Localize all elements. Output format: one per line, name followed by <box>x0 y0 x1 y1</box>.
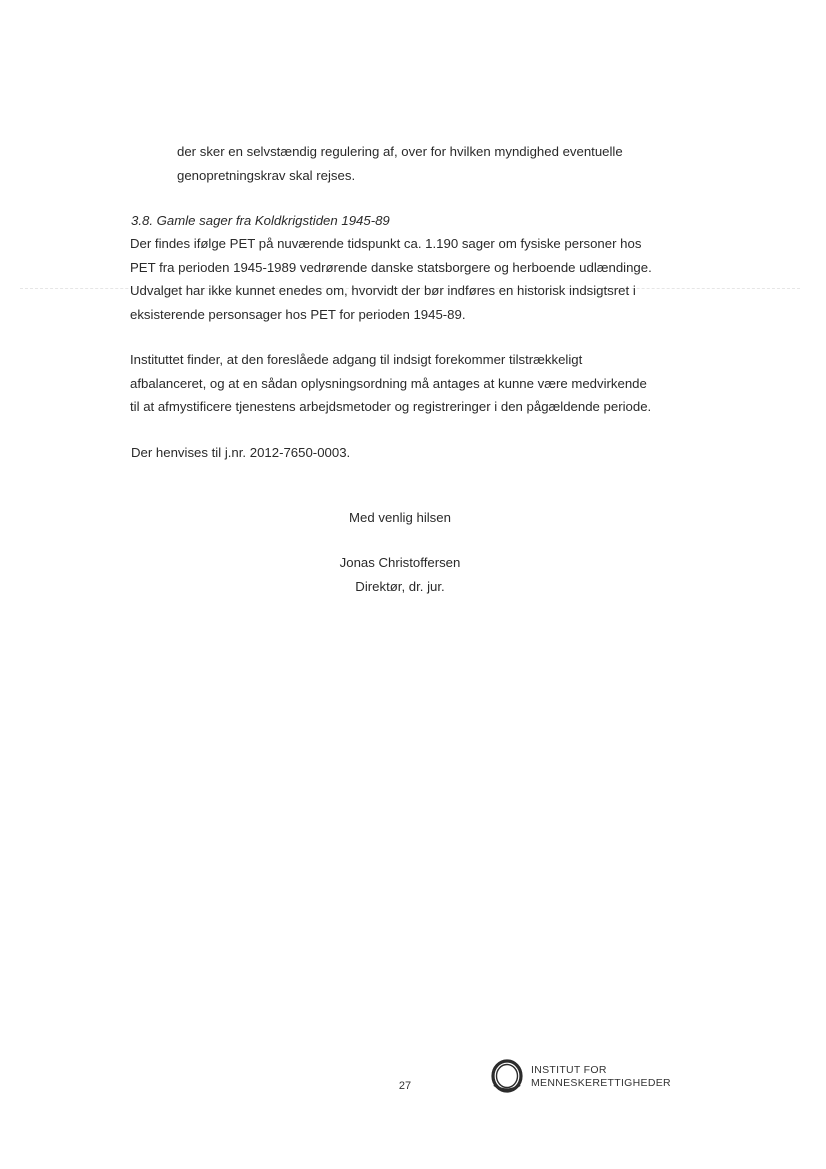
paragraph-institute-opinion <box>130 348 690 419</box>
signer-name: Jonas Christoffersen <box>339 555 461 570</box>
signer-title: Direktør, dr. jur. <box>355 579 445 594</box>
text-line: Udvalget har ikke kunnet enedes om, hvorvidt der bør indføres en historisk indsigtsret i <box>130 283 636 298</box>
text-line: til at afmystificere tjenestens arbejdsmetoder og registreringer i den pågældende periode. <box>130 399 652 414</box>
closing-greeting: Med venlig hilsen <box>349 510 451 525</box>
institute-logo <box>490 1058 690 1094</box>
page-number: 27 <box>398 1080 412 1092</box>
section-heading: 3.8. Gamle sager fra Koldkrigstiden 1945-89 <box>131 213 390 228</box>
text-line: Der henvises til j.nr. 2012-7650-0003. <box>131 445 351 460</box>
text-line: PET fra perioden 1945-1989 vedrørende danske statsborgere og herboende udlændinge. <box>130 259 652 275</box>
paragraph-reference <box>131 441 531 465</box>
institute-name-line-1: INSTITUT FOR <box>531 1064 607 1076</box>
indented-continuation <box>177 140 677 187</box>
text-line: afbalanceret, og at en sådan oplysningsordning må antages at kunne være medvirkende <box>130 375 647 391</box>
text-line: genopretningskrav skal rejses. <box>177 167 356 183</box>
text-line: eksisterende personsager hos PET for perioden 1945-89. <box>130 306 466 322</box>
text-line: der sker en selvstændig regulering af, over for hvilken myndighed eventuelle <box>177 144 623 159</box>
institute-ring-logo-icon <box>490 1058 524 1094</box>
text-line: Instituttet finder, at den foreslåede adgang til indsigt forekommer tilstrækkeligt <box>130 352 583 367</box>
institute-name <box>531 1064 671 1089</box>
text-line: Der findes ifølge PET på nuværende tidspunkt ca. 1.190 sager om fysiske personer hos <box>130 236 642 251</box>
paragraph-pet-cases <box>130 232 690 326</box>
institute-name-line-2: MENNESKERETTIGHEDER <box>531 1076 671 1089</box>
